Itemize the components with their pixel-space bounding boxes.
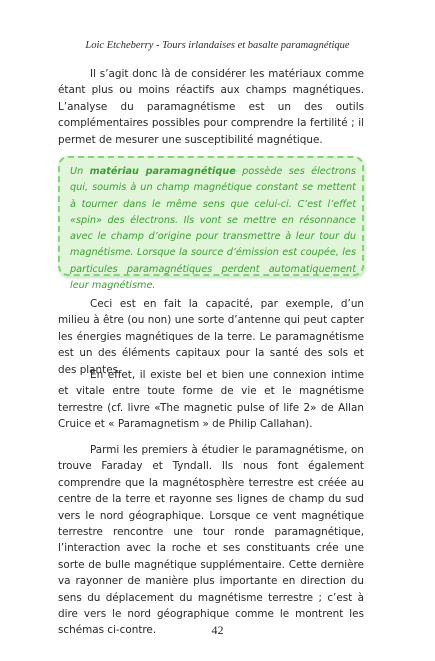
paragraph-3-text: En effet, il existe bel et bien une connexion intime et vitale entre toute forme de vie et le magnétisme terrestre (cf. livre «The magnetic pulse of life 2» de Allan Cruice et « Paramagnetism » de Philip Callahan).: [58, 369, 364, 431]
paragraph-4: [58, 442, 364, 639]
paragraph-4-text: Parmi les premiers à étudier le paramagnétisme, on trouve Faraday et Tyndall. Ils nous font également comprendre que la magnétosphère terrestre est créée au centre de la terre et rayonne ses lignes de champ du sud vers le nord géographique. Lorsque ce vent magnétique terrestre rencontre une tour ronde paramagnétique, l’interaction avec la roche et ses constituants crée une sorte de bulle magnétique supplémentaire. Cette dernière va rayonner de manière plus importante en direction du sens du déplacement du magnétisme terrestre ; c’est à dire vers le nord géographique comme le montrent les schémas ci-contre.: [58, 444, 364, 637]
callout-body: possède ses électrons qui, soumis à un champ magnétique constant se mettent à tourner dans le même sens que celui-ci. C’est l’effet «spin» des électrons. Ils vont se mettre en résonnance avec le champ d’origine pour transmettre à leur tour du magnétisme. Lorsque la source d’émission est coupée, les particules paramagnétiques perdent automatiquement leur magnétisme.: [70, 166, 356, 292]
paragraph-2: [58, 296, 364, 378]
definition-callout: [58, 156, 364, 292]
paragraph-3: [58, 367, 364, 433]
running-header: Loic Etcheberry - Tours irlandaises et basalte paramagnétique: [85, 40, 350, 51]
callout-lead: Un: [70, 166, 84, 177]
paragraph-1-text: Il s’agit donc là de considérer les matériaux comme étant plus ou moins réactifs aux champs magnétiques. L’analyse du paramagnétisme est un des outils complémentaires possibles pour comprendre la fertilité ; il permet de mesurer une susceptibilité magnétique.: [58, 68, 364, 146]
page-number: 42: [211, 623, 224, 637]
paragraph-1: [58, 66, 364, 148]
callout-term: matériau paramagnétique: [89, 166, 236, 177]
paragraph-2-text: Ceci est en fait la capacité, par exemple, d’un milieu à être (ou non) une sorte d’antenne qui peut capter les énergies magnétiques de la terre. Le paramagnétisme est un des éléments capitaux pour la santé des sols et des plantes.: [58, 298, 364, 376]
callout-text: [70, 164, 356, 294]
